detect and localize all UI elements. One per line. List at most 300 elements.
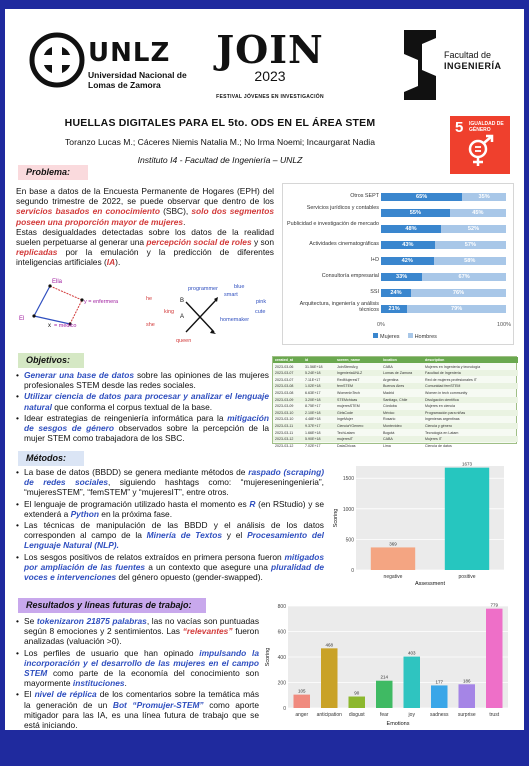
hbar-track xyxy=(381,289,506,297)
bar-value-label: 35% xyxy=(478,194,490,200)
text-run: mitigación de sesgos de género xyxy=(24,412,269,434)
diagram-a-label: x xyxy=(48,323,51,329)
diagram-b-label: king xyxy=(164,309,175,315)
unlz-emblem-icon xyxy=(30,30,84,90)
bar-value-label: 79% xyxy=(451,306,463,312)
bar-segment-hombres xyxy=(462,193,506,201)
table-cell: 5.90E+18 xyxy=(305,437,321,442)
table-cell: 31.56E+18 xyxy=(305,364,323,369)
diagram-a-label: El xyxy=(19,316,25,322)
bar xyxy=(486,609,503,708)
table-cell: JoinStemArg xyxy=(337,364,358,369)
text-run: mitigados por ampliación de las fuentes xyxy=(24,551,324,572)
bottom-frame-bar xyxy=(0,730,529,766)
bar-value-label: 55% xyxy=(409,210,421,216)
x-tick-label: sadness xyxy=(429,712,449,718)
table-cell: 8.75E+17 xyxy=(305,404,321,409)
text-run: nivel de réplica xyxy=(34,689,97,700)
text-run: sobre las opiniones de las mujeres profesionales STEM desde las redes sociales. xyxy=(24,370,269,391)
bar-value-label: 33% xyxy=(396,274,408,280)
diagram-a-label: = médico xyxy=(54,323,77,329)
bar-value-label: 67% xyxy=(458,274,470,280)
x-tick-label: anger xyxy=(295,712,309,718)
text-run: Procesamiento del Lenguaje Natural (NLP). xyxy=(24,530,325,551)
legend-swatch xyxy=(373,333,378,338)
bar-value-label: 779 xyxy=(490,602,499,608)
table-cell: IngenieriaUNLZ xyxy=(337,371,363,376)
bar xyxy=(321,648,338,708)
objetivos-heading: Objetivos: xyxy=(18,353,84,368)
metodos-list xyxy=(16,467,324,583)
bar xyxy=(431,685,448,708)
table-cell: Lomas de Zamora xyxy=(383,371,413,376)
table-cell: Comunidad femSTEM xyxy=(425,384,461,389)
table-row xyxy=(273,370,518,376)
diagram-a-label: Ella xyxy=(52,279,63,285)
table-cell: 2023-03-09 xyxy=(275,404,294,409)
objetivo-item xyxy=(16,413,269,444)
metodo-item xyxy=(16,467,324,498)
bar-value-label: 403 xyxy=(407,650,416,656)
x-tick-label: 0% xyxy=(377,322,385,328)
sdg-label: IGUALDAD DE GÉNERO xyxy=(469,121,504,133)
problema-text xyxy=(16,186,274,268)
x-axis-label: Emotions xyxy=(386,721,410,727)
table-cell: Facultad de Ingeniería xyxy=(425,371,461,376)
table-cell: 2.10E+18 xyxy=(305,410,321,415)
table-cell: WomenInTech xyxy=(337,391,360,395)
metodo-item xyxy=(16,552,324,583)
table-cell: Mujeres en ciencia xyxy=(425,404,455,409)
problema-paragraph-1 xyxy=(16,186,274,227)
y-tick-label: 400 xyxy=(277,655,286,661)
text-run: El lenguaje de programación utilizado hasta el momento es xyxy=(24,498,250,509)
y-axis-label: Scoring xyxy=(265,647,271,667)
hbar-track xyxy=(381,241,506,249)
table-header-cell: screen_name xyxy=(337,358,360,362)
text-run: Los perfiles de usuario que han opinado xyxy=(24,647,200,658)
x-tick-label: positive xyxy=(458,574,476,580)
sbc-gender-bar-chart xyxy=(282,183,514,345)
table-cell: Mujeres IT xyxy=(425,437,442,442)
bar-value-label: 52% xyxy=(467,226,480,232)
table-cell: Ciencia y género xyxy=(425,424,452,428)
text-run: Minería de Textos xyxy=(146,530,222,541)
word-embedding-diagram-en xyxy=(138,278,266,346)
table-cell: 7.11E+17 xyxy=(305,377,321,382)
x-tick-label: trust xyxy=(489,712,500,718)
embedding-diagram-en-svg xyxy=(138,278,266,346)
bar-segment-mujeres xyxy=(381,209,450,217)
bar-value-label: 177 xyxy=(435,679,444,685)
table-cell: Montevideo xyxy=(383,424,402,428)
bar-value-label: 90 xyxy=(354,690,360,696)
bar-segment-hombres xyxy=(422,273,506,281)
bar xyxy=(349,697,366,708)
table-cell: 9.37E+17 xyxy=(305,424,321,428)
chart-legend xyxy=(373,333,437,340)
bar-segment-mujeres xyxy=(381,273,422,281)
table-cell: Divulgación científica xyxy=(425,397,459,402)
text-run: impulsando la incorporación y el desarrollo de las mujeres en el campo STEM xyxy=(24,647,260,679)
right-frame-bar xyxy=(524,0,529,766)
diagram-b-label: blue xyxy=(234,284,245,290)
table-cell: Mujeres en Ingeniería y tecnología xyxy=(425,364,481,369)
hbar-row xyxy=(283,192,515,204)
bar-segment-hombres xyxy=(407,305,506,313)
table-cell: 2023-03-12 xyxy=(275,437,294,442)
y-tick-label: 600 xyxy=(277,629,286,636)
table-cell: 2023-03-10 xyxy=(275,410,294,415)
bar-segment-hombres xyxy=(441,225,506,233)
bar-value-label: 42% xyxy=(401,258,413,264)
problema-heading: Problema: xyxy=(18,165,88,180)
table-cell: Córdoba xyxy=(383,404,397,409)
hbar-row xyxy=(283,272,515,284)
text-run: y son xyxy=(251,237,274,248)
scraped-data-table xyxy=(272,356,517,448)
bar xyxy=(445,468,489,570)
metodo-item xyxy=(16,520,324,551)
table-cell: mujeresIT xyxy=(337,437,353,442)
text-run: del género opuesto (gender-swapped). xyxy=(116,572,263,583)
text-run: de los comentarios sobre la temática más la generación de un xyxy=(24,689,260,710)
highlight-ia: IA xyxy=(106,257,116,268)
bar xyxy=(459,684,476,708)
table-cell: 2023-03-06 xyxy=(275,364,294,369)
highlight-replicadas: replicadas xyxy=(16,247,58,258)
join-year: 2023 xyxy=(254,68,286,84)
text-run: por la emulación y la predicción de diferentes inteligencias artificiales ( xyxy=(16,247,274,268)
x-tick-label: joy xyxy=(408,712,415,718)
bar-value-label: 186 xyxy=(462,678,471,684)
x-tick-label: fear xyxy=(379,712,389,718)
y-tick-label: 500 xyxy=(345,537,354,544)
text-run: observados sobre la percepción de la mujer STEM como trabajadora de los SBC. xyxy=(24,423,269,444)
text-run: como parte de la economía del conocimiento son mayormente xyxy=(24,668,259,689)
text-run: . xyxy=(124,678,127,689)
table-row xyxy=(273,377,518,383)
x-tick-label: 100% xyxy=(497,322,512,328)
diagram-b-label: homemaker xyxy=(220,317,250,323)
table-row xyxy=(273,436,518,442)
bar-value-label: 468 xyxy=(325,642,334,648)
text-run: Utilizar ciencia de datos para procesar y analizar el lenguaje natural xyxy=(24,391,269,412)
left-frame-bar xyxy=(0,0,5,766)
sdg-number: 5 xyxy=(455,119,464,136)
x-axis-label: Assessment xyxy=(415,581,445,587)
table-cell: 2023-03-12 xyxy=(275,443,294,448)
table-header-cell: id xyxy=(305,358,309,362)
text-run: Se xyxy=(24,616,37,626)
bar-value-label: 21% xyxy=(388,306,400,312)
hbar-category-label: Actividades cinematográficas xyxy=(309,241,379,247)
table-cell: DataChicas xyxy=(337,443,356,448)
table-cell: TechLatam xyxy=(337,430,355,435)
table-row xyxy=(273,403,518,409)
bar-value-label: 58% xyxy=(464,258,476,264)
join-logo xyxy=(215,27,325,110)
hbar-category-label: I+D xyxy=(370,257,379,263)
table-cell: GirlsCode xyxy=(337,410,353,415)
diagram-a-label: y = enfermera xyxy=(84,299,119,305)
table-cell: 2023-03-08 xyxy=(275,384,294,389)
text-run: en la próxima fase. xyxy=(98,508,173,519)
table-cell: STEMchicas xyxy=(337,397,358,402)
text-run: a un contexto que asegure una xyxy=(145,561,272,572)
x-tick-label: surprise xyxy=(457,712,476,718)
text-run: , siguiendo hashtags como: “mujereseningenieria”, “mujeresSTEM”, “femSTEM” y “mujeresIT”, entre otros. xyxy=(24,477,324,498)
diagram-b-label: B xyxy=(180,298,185,304)
faculty-name xyxy=(444,50,502,72)
table-row xyxy=(273,383,518,389)
text-run: fueron analizadas (valuación >0). xyxy=(24,626,259,647)
table-cell: Rosario xyxy=(383,417,396,422)
problema-paragraph-2 xyxy=(16,227,274,268)
diagram-b-label: cute xyxy=(255,309,266,315)
faculty-name-line1: Facultad de xyxy=(444,50,492,60)
table-cell: México xyxy=(383,410,395,415)
hbar-row xyxy=(283,221,515,236)
bar-value-label: 45% xyxy=(472,210,484,216)
bar xyxy=(376,681,393,708)
diagram-b-label: smart xyxy=(224,292,238,298)
faculty-emblem-icon xyxy=(400,30,440,100)
table-row xyxy=(273,397,518,403)
table-cell: Programación para niñas xyxy=(425,410,466,415)
bar-segment-hombres xyxy=(450,209,506,217)
bar-segment-mujeres xyxy=(381,257,434,265)
hbar-track xyxy=(381,209,506,217)
table-cell: Tecnología en Latam xyxy=(425,430,459,435)
table-cell: 5.24E+18 xyxy=(305,371,321,376)
table-cell: 4.48E+18 xyxy=(305,417,321,422)
resultados-list xyxy=(16,616,259,731)
text-run: instituciones xyxy=(72,678,125,689)
table-cell: 2023-03-09 xyxy=(275,397,294,402)
objetivo-item xyxy=(16,391,269,411)
table-cell: 7.02E+17 xyxy=(305,443,321,448)
table-cell: 2023-03-07 xyxy=(275,377,294,382)
hbar-track xyxy=(381,193,506,201)
bar-value-label: 214 xyxy=(380,674,389,680)
objetivo-item xyxy=(16,370,269,390)
bar-value-label: 105 xyxy=(297,688,306,694)
table-row xyxy=(273,364,518,370)
text-run: raspado (scraping) de redes sociales xyxy=(24,467,324,488)
diagram-b-label: A xyxy=(180,314,185,320)
bar-segment-hombres xyxy=(411,289,506,297)
text-run: Python xyxy=(70,508,99,519)
table-cell: Santiago, Chile xyxy=(383,397,408,402)
text-run: “relevantes” xyxy=(182,626,233,637)
gender-equality-icon xyxy=(465,136,495,168)
y-tick-label: 200 xyxy=(277,680,286,687)
table-row xyxy=(273,410,518,416)
table-cell: 2023-03-11 xyxy=(275,430,294,435)
authors: Toranzo Lucas M.; Cáceres Niemis Natalia M.; No Irma Noemi; Incaurgarat Nadia xyxy=(65,137,375,147)
hbar-category-label: Arquitectura, ingeniería y análisis técnicos xyxy=(299,301,379,313)
x-tick-label: anticipation xyxy=(316,712,342,718)
faculty-name-line2: INGENIERÍA xyxy=(444,61,502,71)
y-tick-label: 0 xyxy=(283,706,286,712)
table-header-row xyxy=(273,357,518,363)
hbar-category-label: SSI xyxy=(370,289,379,295)
unlz-wordmark: UNLZ xyxy=(88,38,171,68)
hbar-category-label: Otros SEPT xyxy=(350,193,379,199)
resultado-item xyxy=(16,648,259,689)
text-run: En base a datos de la Encuesta Permanente de Hogares (EPH) del segundo trimestre de 2022, se puede observar que dentro de los xyxy=(16,186,274,207)
table-cell: Bogotá xyxy=(383,430,395,435)
hbar-row xyxy=(283,288,515,300)
table-row xyxy=(273,423,518,429)
table-row xyxy=(273,443,518,449)
highlight-sbc: servicios basados en conocimiento xyxy=(16,206,160,217)
legend-label: Hombres xyxy=(414,334,437,340)
text-run: Bot “Promujer-STEM” xyxy=(112,699,204,710)
hbar-track xyxy=(381,257,506,265)
bar-segment-mujeres xyxy=(381,241,435,249)
table-cell: 1.02E+18 xyxy=(305,384,321,389)
bar xyxy=(294,695,311,708)
hbar-category-label: Consultoría empresarial xyxy=(321,273,379,279)
text-run: ). xyxy=(115,257,121,268)
table-row xyxy=(273,416,518,422)
x-tick-label: negative xyxy=(383,574,403,580)
table-cell: mujeresSTEM xyxy=(337,404,360,409)
bar-value-label: 76% xyxy=(452,290,465,296)
highlight-two-segments: solo dos segmentos poseen una proporción mayor de mujeres xyxy=(16,206,274,227)
sentiment-chart-svg xyxy=(330,458,510,588)
text-run: El xyxy=(24,689,35,700)
table-cell: RedMujeresIT xyxy=(337,377,360,382)
text-run: como aporte mitigador para las IA, es una línea futura de trabajo que se está iniciando. xyxy=(24,699,259,731)
legend-swatch xyxy=(408,333,413,338)
text-run: que conforma el corpus textual de la base. xyxy=(51,401,213,412)
text-run: Generar una base de datos xyxy=(24,370,134,380)
join-festival-name: FESTIVAL JÓVENES EN INVESTIGACIÓN xyxy=(216,94,324,100)
table-header-cell: description xyxy=(425,358,445,362)
text-run: Estas desigualdades detectadas sobre los datos de la realidad suelen perpetuarse al generar una xyxy=(16,226,274,248)
sdg-5-badge xyxy=(450,116,510,174)
hbar-row xyxy=(283,205,515,220)
text-run: tokenizaron 21875 palabras xyxy=(36,616,147,626)
table-cell: 2023-03-11 xyxy=(275,424,294,428)
embedding-diagram-es-svg xyxy=(12,268,124,338)
table-cell: femSTEM xyxy=(337,384,353,389)
table-cell: Madrid xyxy=(383,391,394,395)
bar-segment-hombres xyxy=(434,257,507,265)
hbar-category-label: Publicidad e investigación de mercado xyxy=(287,221,379,227)
bar xyxy=(371,547,415,570)
table-cell: 2023-03-07 xyxy=(275,371,294,376)
y-tick-label: 0 xyxy=(351,568,354,574)
text-run: pluralidad de voces e intervenciones xyxy=(24,561,324,583)
y-tick-label: 1500 xyxy=(342,476,354,483)
x-tick-label: disgust xyxy=(348,712,365,718)
hbar-track xyxy=(381,225,506,233)
resultado-item xyxy=(16,689,259,730)
table-cell: CABA xyxy=(383,437,393,442)
word-embedding-diagram-es xyxy=(12,268,124,338)
table-cell: CABA xyxy=(383,364,393,369)
emotions-chart-svg xyxy=(262,598,514,728)
bar-segment-mujeres xyxy=(381,305,407,313)
table-cell: 3.20E+18 xyxy=(305,397,321,402)
bar-value-label: 43% xyxy=(402,242,414,248)
text-run: y el xyxy=(222,530,248,541)
unlz-full-name: Universidad Nacional de Lomas de Zamora xyxy=(88,70,187,90)
table-cell: Women in tech community xyxy=(425,391,468,395)
bar xyxy=(404,657,421,708)
table-cell: Argentina xyxy=(383,377,399,382)
bar-value-label: 1673 xyxy=(461,461,473,467)
text-run: Idear estrategias de reingeniería informática para la xyxy=(24,412,228,423)
table-cell: Ciencia de datos xyxy=(425,443,452,448)
table-cell: Buenos Aires xyxy=(383,384,405,389)
bar-segment-mujeres xyxy=(381,225,441,233)
table-header-cell: created_at xyxy=(275,358,293,362)
top-frame-bar xyxy=(0,0,529,9)
y-axis-label: Scoring xyxy=(333,508,339,528)
y-tick-label: 800 xyxy=(277,604,286,610)
hbar-track xyxy=(381,305,506,313)
emotions-bar-chart xyxy=(262,598,514,728)
metodos-heading: Métodos: xyxy=(18,451,84,466)
table-cell: CienciaYGenero xyxy=(337,424,364,428)
diagram-b-label: he xyxy=(146,296,153,302)
table-cell: 2023-03-08 xyxy=(275,391,294,395)
table-row xyxy=(273,430,518,436)
bar-value-label: 24% xyxy=(390,290,402,296)
bar-value-label: 369 xyxy=(389,541,397,547)
diagram-b-label: programmer xyxy=(188,286,218,292)
hbar-row xyxy=(283,301,515,316)
diagram-b-label: pink xyxy=(256,299,267,305)
highlight-roles: percepción social de roles xyxy=(146,237,252,248)
text-run: , las no vacías son puntuadas según 8 emociones y 2 sentimientos. Las xyxy=(24,616,260,637)
hbar-row xyxy=(283,256,515,268)
table-row xyxy=(273,390,518,396)
resultado-item xyxy=(16,616,259,647)
table-cell: Lima xyxy=(383,443,391,448)
bar-segment-mujeres xyxy=(381,289,411,297)
poster-title: HUELLAS DIGITALES PARA EL 5to. ODS EN EL ÁREA STEM xyxy=(64,117,376,129)
text-run: Las técnicas de manipulación de las BBDD y el análisis de los datos corresponden al campo de la xyxy=(24,520,324,541)
metodo-item xyxy=(16,499,324,519)
diagram-b-label: she xyxy=(146,322,155,328)
text-run: R xyxy=(249,498,256,509)
hbar-category-label: Servicios jurídicos y contables xyxy=(306,205,379,211)
text-run: (SBC), xyxy=(159,206,192,217)
table-cell: 2023-03-10 xyxy=(275,417,294,422)
table-cell: IngeMujer xyxy=(337,417,353,422)
table-cell: 6.63E+17 xyxy=(305,391,321,395)
bar-segment-mujeres xyxy=(381,193,462,201)
text-run: (en RStudio) y se extenderá a xyxy=(24,498,324,519)
faculty-logo xyxy=(400,30,515,105)
affiliation: Instituto I4 - Facultad de Ingeniería – UNLZ xyxy=(137,155,303,165)
diagram-b-label: queen xyxy=(176,338,192,344)
table-cell: Red de mujeres profesionales IT xyxy=(425,377,477,382)
text-run: . xyxy=(183,216,186,227)
text-run: La base de datos (BBDD) se genera mediante métodos de xyxy=(24,467,249,477)
bar-segment-hombres xyxy=(435,241,506,249)
hbar-track xyxy=(381,273,506,281)
legend-label: Mujeres xyxy=(380,334,400,340)
table-header-cell: location xyxy=(383,358,397,362)
y-tick-label: 1000 xyxy=(342,506,354,513)
